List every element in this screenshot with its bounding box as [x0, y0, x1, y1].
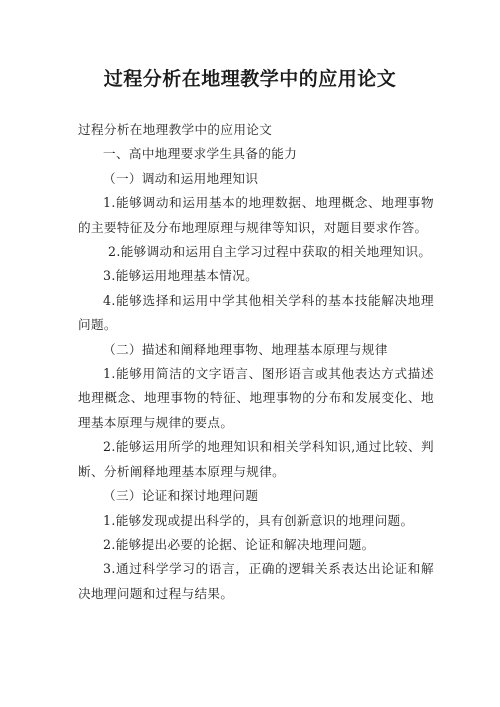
section-heading-1: 一、高中地理要求学生具备的能力 — [103, 146, 298, 162]
paragraph-item: 1.能够发现或提出科学的，具有创新意识的地理问题。 — [103, 512, 414, 528]
paragraph-item: 1.能够用简洁的文字语言、图形语言或其他表达方式描述地理概念、地理事物的特征、地理事物的分布和发展变化、地理基本原理与规律的要点。 — [78, 366, 434, 430]
document-body — [78, 118, 434, 606]
subsection-heading-2: （二）描述和阐释地理事物、地理基本原理与规律 — [103, 341, 388, 357]
paragraph-intro: 过程分析在地理教学中的应用论文 — [78, 122, 273, 137]
document-title: 过程分析在地理教学中的应用论文 — [103, 68, 397, 90]
subsection-heading-3: （三）论证和探讨地理问题 — [103, 488, 259, 504]
paragraph-item: 3.通过科学学习的语言，正确的逻辑关系表达出论证和解决地理问题和过程与结果。 — [78, 561, 434, 601]
paragraph-item: 2.能够调动和运用自主学习过程中获取的相关地理知识。 — [108, 244, 432, 260]
paragraph-item: 2.能够提出必要的论据、论证和解决地理问题。 — [103, 536, 375, 552]
paragraph-item: 3.能够运用地理基本情况。 — [103, 268, 259, 284]
subsection-heading-1: （一）调动和运用地理知识 — [103, 170, 259, 186]
paragraph-item: 2.能够运用所学的地理知识和相关学科知识,通过比较、判断、分析阐释地理基本原理与规律。 — [78, 439, 434, 479]
paragraph-item: 1.能够调动和运用基本的地理数据、地理概念、地理事物的主要特征及分布地理原理与规律等知识，对题目要求作答。 — [78, 195, 434, 235]
paragraph-item: 4.能够选择和运用中学其他相关学科的基本技能解决地理问题。 — [78, 292, 434, 333]
